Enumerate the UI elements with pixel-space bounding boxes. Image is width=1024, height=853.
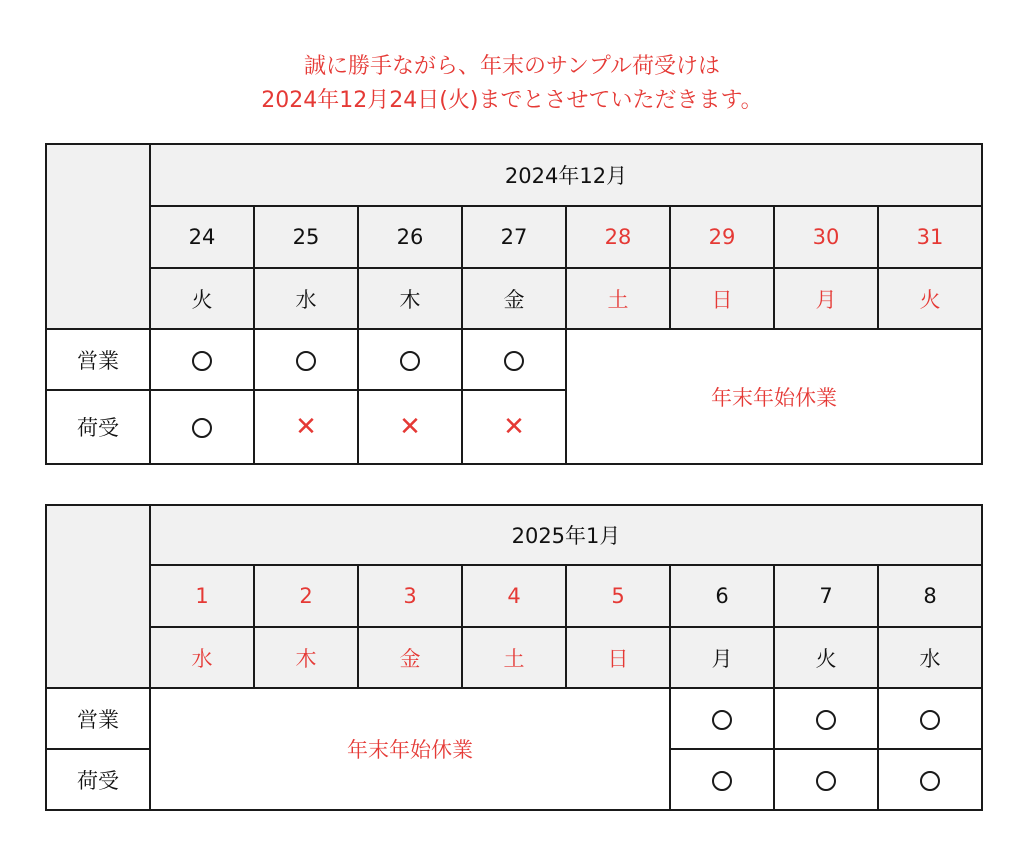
closed-period-label: 年末年始休業: [566, 329, 982, 464]
weekday-row: [46, 627, 982, 688]
status-cell: [254, 390, 358, 464]
open-circle-icon: [296, 351, 316, 371]
weekday-cell-holiday: 土: [566, 268, 670, 329]
weekday-row: [46, 268, 982, 329]
date-cell-holiday: 5: [566, 565, 670, 627]
date-cell-holiday: 1: [150, 565, 254, 627]
status-cell: [878, 749, 982, 810]
weekday-cell-holiday: 土: [462, 627, 566, 688]
date-cell: 24: [150, 206, 254, 268]
cross-icon: ✕: [399, 412, 421, 442]
closing-notice: [0, 50, 1024, 118]
weekday-cell-holiday: 水: [150, 627, 254, 688]
date-cell-holiday: 28: [566, 206, 670, 268]
open-circle-icon: [816, 710, 836, 730]
open-circle-icon: [400, 351, 420, 371]
weekday-cell-holiday: 火: [878, 268, 982, 329]
weekday-cell: 水: [254, 268, 358, 329]
business-row: [46, 688, 982, 749]
date-cell: 6: [670, 565, 774, 627]
open-circle-icon: [920, 710, 940, 730]
row-label-receiving: 荷受: [46, 390, 150, 464]
date-cell: 27: [462, 206, 566, 268]
weekday-cell-holiday: 金: [358, 627, 462, 688]
date-cell-holiday: 30: [774, 206, 878, 268]
notice-line-1: 誠に勝手ながら、年末のサンプル荷受けは: [303, 54, 721, 79]
month-header: 2024年12月: [150, 144, 982, 206]
status-cell: [358, 329, 462, 390]
date-cell: 7: [774, 565, 878, 627]
weekday-cell: 金: [462, 268, 566, 329]
date-cell-holiday: 29: [670, 206, 774, 268]
row-label-business: 営業: [46, 329, 150, 390]
status-cell: [358, 390, 462, 464]
open-circle-icon: [192, 418, 212, 438]
weekday-cell-holiday: 日: [670, 268, 774, 329]
weekday-cell-holiday: 月: [774, 268, 878, 329]
status-cell: [462, 329, 566, 390]
date-row: [46, 206, 982, 268]
weekday-cell-holiday: 日: [566, 627, 670, 688]
date-cell: 26: [358, 206, 462, 268]
status-cell: [150, 329, 254, 390]
status-cell: [774, 688, 878, 749]
cross-icon: ✕: [503, 412, 525, 442]
status-cell: [254, 329, 358, 390]
weekday-cell: 木: [358, 268, 462, 329]
table-corner: [46, 505, 150, 688]
open-circle-icon: [712, 710, 732, 730]
date-cell-holiday: 3: [358, 565, 462, 627]
open-circle-icon: [920, 771, 940, 791]
date-cell-holiday: 31: [878, 206, 982, 268]
date-cell: 8: [878, 565, 982, 627]
business-row: [46, 329, 982, 390]
weekday-cell: 月: [670, 627, 774, 688]
status-cell: [878, 688, 982, 749]
closed-period-label: 年末年始休業: [150, 688, 670, 810]
open-circle-icon: [504, 351, 524, 371]
status-cell: [670, 749, 774, 810]
weekday-cell-holiday: 木: [254, 627, 358, 688]
notice-line-2: 2024年12月24日(火)までとさせていただきます。: [261, 88, 763, 113]
open-circle-icon: [816, 771, 836, 791]
status-cell: [150, 390, 254, 464]
schedule-table-january: [45, 504, 983, 811]
date-cell-holiday: 4: [462, 565, 566, 627]
schedule-table-december: [45, 143, 983, 465]
weekday-cell: 火: [774, 627, 878, 688]
weekday-cell: 火: [150, 268, 254, 329]
open-circle-icon: [192, 351, 212, 371]
date-row: [46, 565, 982, 627]
row-label-receiving: 荷受: [46, 749, 150, 810]
status-cell: [774, 749, 878, 810]
status-cell: [462, 390, 566, 464]
weekday-cell: 水: [878, 627, 982, 688]
cross-icon: ✕: [295, 412, 317, 442]
row-label-business: 営業: [46, 688, 150, 749]
status-cell: [670, 688, 774, 749]
table-corner: [46, 144, 150, 329]
date-cell-holiday: 2: [254, 565, 358, 627]
date-cell: 25: [254, 206, 358, 268]
open-circle-icon: [712, 771, 732, 791]
month-header: 2025年1月: [150, 505, 982, 565]
